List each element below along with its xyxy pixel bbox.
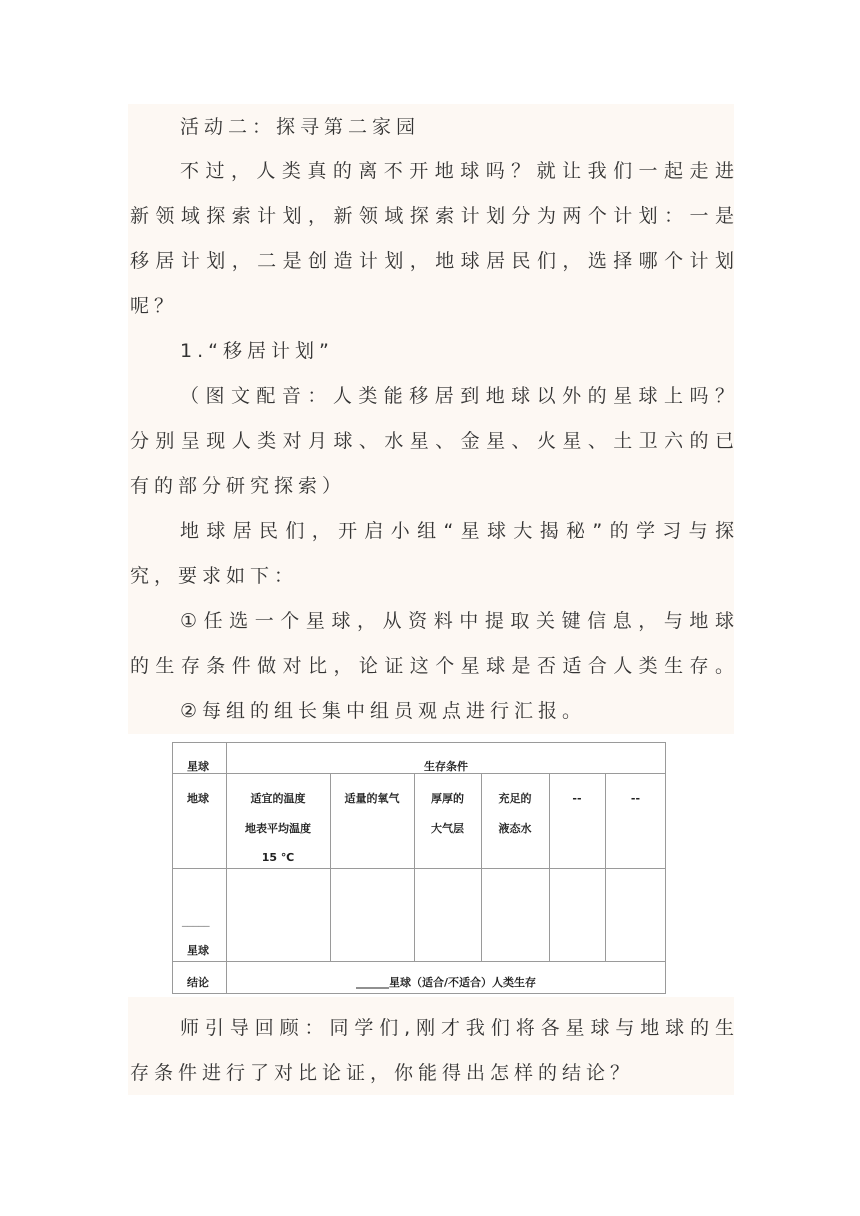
table-grid — [172, 742, 666, 994]
section-title: 1.“移居计划” — [180, 340, 334, 362]
closing-line: 师引导回顾：同学们,刚才我们将各星球与地球的生 — [180, 1017, 734, 1039]
activity-heading: 活动二：探寻第二家园 — [180, 116, 421, 138]
cond-more: -- — [630, 792, 641, 805]
requirement-line: ①任选一个星球，从资料中提取关键信息，与地球 — [180, 610, 734, 632]
task-line: 地球居民们，开启小组“星球大揭秘”的学习与探 — [180, 520, 734, 542]
text-background-top — [128, 104, 734, 734]
paragraph-line: 不过，人类真的离不开地球吗？就让我们一起走进 — [180, 160, 734, 182]
conclusion-text — [226, 976, 666, 990]
header-conditions: 生存条件 — [424, 760, 468, 773]
row-planet-label: 星球 — [187, 944, 209, 957]
conclusion-label: 结论 — [187, 976, 209, 989]
task-line: 究，要求如下： — [130, 565, 299, 587]
cond-oxygen: 适量的氧气 — [344, 792, 400, 805]
note-line: 有的部分研究探索） — [130, 475, 347, 497]
cond-atmos-line: 厚厚的 — [431, 792, 464, 805]
paragraph-line: 新领域探索计划，新领域探索计划分为两个计划：一是 — [130, 205, 734, 227]
cond-temp-line: 地表平均温度 — [245, 822, 311, 835]
paragraph-line: 呢？ — [130, 295, 179, 317]
planet-blank: _____ — [182, 914, 210, 927]
requirement-line: 的生存条件做对比，论证这个星球是否适合人类生存。 — [130, 655, 734, 677]
row-earth-label: 地球 — [187, 792, 209, 805]
closing-line: 存条件进行了对比论证，你能得出怎样的结论？ — [130, 1062, 635, 1084]
planet-comparison-table — [172, 742, 666, 994]
conclusion-body: 星球（适合/不适合）人类生存 — [388, 976, 537, 989]
cond-atmos-line: 大气层 — [431, 822, 464, 835]
note-line: （图文配音：人类能移居到地球以外的星球上吗？ — [180, 385, 734, 407]
header-planet: 星球 — [187, 760, 209, 773]
cond-water-line: 充足的 — [498, 792, 532, 805]
cond-temp-line: 适宜的温度 — [250, 792, 306, 805]
conclusion-blank: ______ — [355, 976, 389, 989]
requirement-line: ②每组的组长集中组员观点进行汇报。 — [180, 700, 587, 722]
cond-more: -- — [572, 792, 582, 805]
cond-temp-value: 15 ℃ — [261, 851, 295, 864]
cond-water-line: 液态水 — [498, 822, 532, 835]
paragraph-line: 移居计划，二是创造计划，地球居民们，选择哪个计划 — [130, 250, 734, 272]
note-line: 分别呈现人类对月球、水星、金星、火星、土卫六的已 — [130, 430, 734, 452]
